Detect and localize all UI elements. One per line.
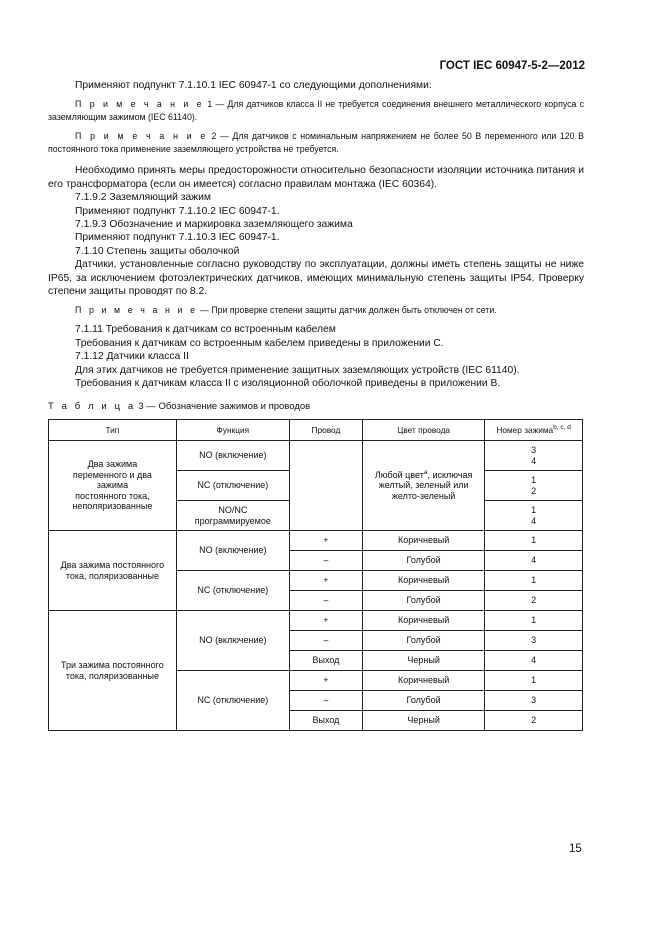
terminals-table — [48, 419, 583, 731]
table-caption — [48, 401, 310, 412]
wire-cell: – — [289, 551, 362, 571]
color-cell: Коричневый — [363, 671, 485, 691]
table-caption-text: 3 — Обозначение зажимов и проводов — [135, 401, 311, 412]
number-cell: 2 — [485, 711, 583, 731]
note-1 — [48, 98, 584, 124]
paragraph: Применяют подпункт 7.1.10.2 IEC 60947-1. — [75, 205, 280, 217]
section-heading: 7.1.11 Требования к датчикам со встроенным кабелем — [75, 324, 336, 336]
number-value: 2 — [531, 485, 537, 496]
function-cell: NO (включение) — [176, 441, 289, 471]
number-cell: 1 — [485, 531, 583, 551]
number-cell: 4 — [485, 651, 583, 671]
note-2 — [48, 130, 584, 156]
color-cell: Коричневый — [363, 611, 485, 631]
color-cell: Черный — [363, 711, 485, 731]
footnote-ref: a — [423, 468, 428, 476]
document-header: ГОСТ IEC 60947-5-2—2012 — [439, 60, 585, 72]
number-value: 4 — [531, 455, 537, 466]
number-value: 1 — [531, 504, 537, 515]
col-header-number — [485, 420, 583, 441]
number-cell — [485, 471, 583, 501]
wire-cell: – — [289, 631, 362, 651]
function-cell: NO/NC программируемое — [176, 501, 289, 531]
color-cell: Голубой — [363, 631, 485, 651]
paragraph: Для этих датчиков не требуется применение защитных заземляющих устройств (IEC 61140). — [75, 364, 520, 376]
function-cell: NO (включение) — [176, 611, 289, 671]
table-row — [49, 531, 583, 551]
wire-cell: + — [289, 611, 362, 631]
section-heading: 7.1.10 Степень защиты оболочкой — [75, 245, 240, 257]
wire-cell-empty — [289, 441, 362, 531]
section-heading: 7.1.9.3 Обозначение и маркировка заземляющего зажима — [75, 219, 353, 231]
color-cell: Голубой — [363, 551, 485, 571]
color-text: , исключая желтый, зеленый или желто-зеленый — [378, 469, 473, 501]
note-label: П р и м е ч а н и е — [75, 99, 205, 110]
function-cell: NC (отключение) — [176, 671, 289, 731]
table-row — [49, 611, 583, 631]
section-heading: 7.1.12 Датчики класса II — [75, 351, 189, 363]
wire-cell: + — [289, 671, 362, 691]
note-label: П р и м е ч а н и е — [75, 305, 198, 316]
color-cell: Голубой — [363, 691, 485, 711]
note-text: 1 — Для датчиков класса II не требуется соединения внешнего металлического корпуса с заземляющим зажимом (IEC 61140). — [48, 99, 585, 123]
table-header-row — [49, 420, 583, 441]
number-cell: 1 — [485, 671, 583, 691]
color-cell: Голубой — [363, 591, 485, 611]
wire-cell: + — [289, 571, 362, 591]
table-row — [49, 441, 583, 471]
col-header-type: Тип — [49, 420, 177, 441]
col-header-function: Функция — [176, 420, 289, 441]
type-cell: Два зажима постоянного тока, поляризованные — [49, 531, 177, 611]
number-value: 1 — [531, 474, 537, 485]
number-cell — [485, 501, 583, 531]
color-cell: Коричневый — [363, 531, 485, 551]
paragraph: Применяют подпункт 7.1.10.1 IEC 60947-1 со следующими дополнениями: — [75, 80, 432, 91]
paragraph: Требования к датчикам со встроенным кабелем приведены в приложении С. — [75, 337, 444, 349]
col-header-number-text: Номер зажима — [496, 424, 554, 435]
col-header-color: Цвет провода — [363, 420, 485, 441]
paragraph: Необходимо принять меры предосторожности относительно безопасности изоляции источника питания и его трансформатора (если он имеется) согласно правилам монтажа (IEC 60364). — [48, 165, 584, 190]
color-cell: Коричневый — [363, 571, 485, 591]
number-cell: 4 — [485, 551, 583, 571]
color-cell: Черный — [363, 651, 485, 671]
number-value: 3 — [531, 444, 537, 455]
wire-cell: Выход — [289, 711, 362, 731]
note-label: П р и м е ч а н и е — [75, 131, 208, 142]
type-cell: Три зажима постоянного тока, поляризованные — [49, 611, 177, 731]
body-text — [48, 79, 584, 391]
number-cell: 3 — [485, 691, 583, 711]
number-cell: 3 — [485, 631, 583, 651]
number-cell: 2 — [485, 591, 583, 611]
number-cell — [485, 441, 583, 471]
wire-cell: + — [289, 531, 362, 551]
number-cell: 1 — [485, 611, 583, 631]
paragraph: Датчики, установленные согласно руководству по эксплуатации, должны иметь степень защиты не ниже IP65, за исключением фотоэлектрических датчиков, имеющих минимальную степень защиты IP54. Проверку степени защиты проводят по 8.2. — [48, 259, 584, 298]
wire-cell: Выход — [289, 651, 362, 671]
function-cell: NC (отключение) — [176, 571, 289, 611]
color-text: Любой цвет — [374, 469, 424, 480]
number-value: 4 — [531, 515, 537, 526]
wire-cell: – — [289, 691, 362, 711]
table-caption-label: Т а б л и ц а — [48, 401, 136, 412]
note-text: — При проверке степени защиты датчик должен быть отключен от сети. — [197, 305, 497, 316]
note-3 — [48, 304, 584, 317]
color-cell — [363, 441, 485, 531]
wire-cell: – — [289, 591, 362, 611]
col-header-wire: Провод — [289, 420, 362, 441]
type-cell: Два зажима переменного и два зажима постоянного тока, неполяризованные — [49, 441, 177, 531]
paragraph: Требования к датчикам класса II с изоляционной оболочкой приведены в приложении В. — [75, 378, 501, 390]
page-number: 15 — [569, 843, 582, 855]
paragraph: Применяют подпункт 7.1.10.3 IEC 60947-1. — [75, 232, 280, 244]
function-cell: NO (включение) — [176, 531, 289, 571]
number-cell: 1 — [485, 571, 583, 591]
note-text: 2 — Для датчиков с номинальным напряжением не более 50 В переменного или 120 В постоянного тока применение заземляющего устройства не требуется. — [48, 131, 585, 155]
function-cell: NC (отключение) — [176, 471, 289, 501]
footnote-ref: b, c, d — [553, 423, 571, 431]
section-heading: 7.1.9.2 Заземляющий зажим — [75, 192, 211, 204]
